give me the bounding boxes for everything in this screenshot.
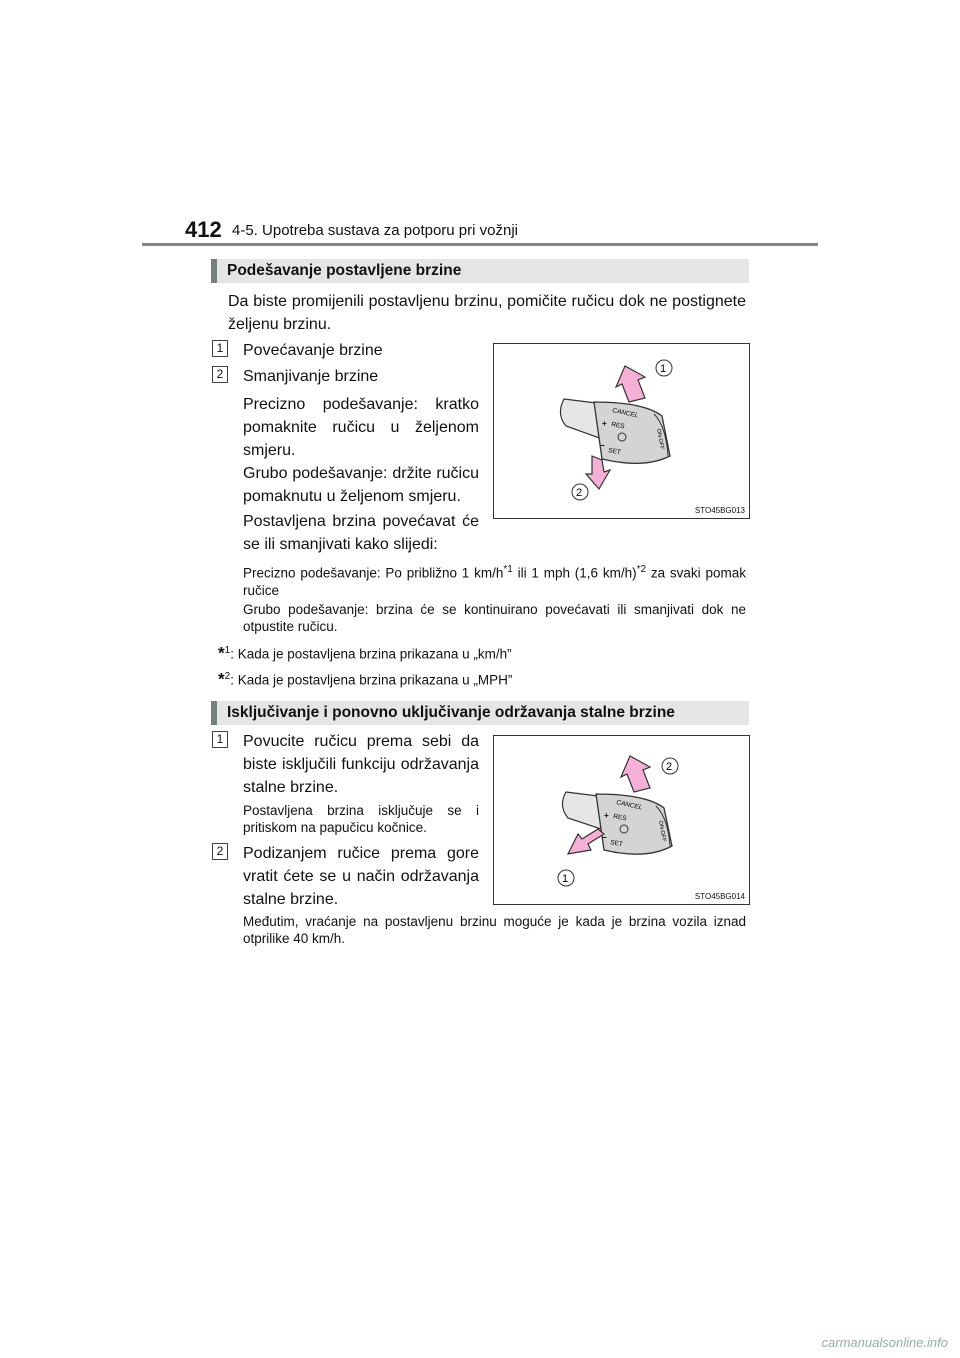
step-marker-1: 1 — [212, 340, 228, 357]
lever-illustration-2 — [494, 736, 749, 904]
header-divider — [142, 243, 818, 246]
callout-2: 2 — [576, 487, 583, 499]
footnote-2: *$^2$: Kada je postavljena brzina prikazana u „MPH” — [218, 669, 513, 689]
step-marker-1b: 1 — [212, 731, 228, 748]
para-fine-adjust: Precizno podešavanje: kratko pomaknite ručicu u željenom smjeru. — [243, 396, 479, 459]
arrow-up-icon-2 — [621, 756, 650, 792]
figure-code: STO45BG013 — [694, 506, 745, 515]
label-cancel: CANCEL — [611, 407, 639, 420]
para-speed-change: Postavljena brzina povećavat će se ili smanjivati kako slijedi: — [243, 513, 479, 553]
lever-illustration — [494, 344, 749, 518]
coarse-adjust-detail: Grubo podešavanje: brzina će se kontinuirano povećavati ili smanjivati dok ne otpustite ručicu. — [243, 602, 746, 634]
callout-1: 1 — [660, 363, 667, 375]
page-number: 412 — [185, 217, 222, 242]
item-resume-cruise: Podizanjem ručice prema gore vratit ćete se u način održavanja stalne brzine. — [243, 845, 479, 908]
callout-2b: 2 — [666, 761, 673, 773]
figure-lever-adjust — [493, 343, 750, 519]
callout-1b: 1 — [562, 873, 569, 885]
footnote-1: *$^1$: Kada je postavljena brzina prikazana u „km/h” — [218, 643, 512, 663]
label-plus: + — [602, 419, 607, 428]
step-marker-2b: 2 — [212, 843, 228, 860]
label-minus-2: − — [602, 833, 607, 842]
para-coarse-adjust: Grubo podešavanje: držite ručicu pomaknutu u željenom smjeru. — [243, 465, 479, 505]
section1-intro: Da biste promijenili postavljenu brzinu, pomičite ručicu dok ne postignete željenu brzinu. — [228, 293, 746, 333]
item-cancel-cruise: Povucite ručicu prema sebi da biste isključili funkciju održavanja stalne brzine. — [243, 733, 479, 796]
note-brake-cancel: Postavljena brzina isključuje se i pritiskom na papučicu kočnice. — [243, 803, 479, 835]
step-marker-2: 2 — [212, 366, 228, 383]
label-minus: − — [600, 441, 605, 450]
fine-adjust-detail: Precizno podešavanje: Po približno 1 $km/h^{*1}$ ili 1 mph (1,6 km/h)$^{*2}$ za svaki pomak ručice — [243, 564, 746, 598]
label-set-2: SET — [609, 839, 624, 849]
figure-lever-cancel — [493, 735, 750, 905]
label-plus-2: + — [604, 811, 609, 820]
label-on-off: ON-OFF — [655, 428, 665, 451]
label-on-off-2: ON-OFF — [657, 820, 667, 843]
section-title-adjust-speed: Podešavanje postavljene brzine — [211, 259, 749, 283]
section-title-cancel-resume: Isključivanje i ponovno uključivanje održavanja stalne brzine — [211, 701, 749, 725]
label-res: RES — [610, 421, 626, 431]
watermark: carmanualsonline.info — [821, 1335, 948, 1350]
label-cancel-2: CANCEL — [615, 799, 643, 812]
note-resume-speed: Međutim, vraćanje na postavljenu brzinu moguće je kada je brzina vozila iznad otprilike 40 km/h. — [243, 914, 746, 946]
arrow-down-icon — [586, 456, 610, 489]
figure-code-2: STO45BG014 — [694, 892, 745, 901]
arrow-up-icon — [616, 366, 645, 402]
chapter-title: 4-5. Upotreba sustava za potporu pri vožnji — [232, 222, 518, 239]
item-decrease-speed: Smanjivanje brzine — [243, 368, 379, 385]
item-increase-speed: Povećavanje brzine — [243, 342, 383, 359]
arrow-pull-icon — [568, 829, 604, 854]
label-res-2: RES — [612, 813, 628, 823]
label-set: SET — [607, 447, 622, 457]
